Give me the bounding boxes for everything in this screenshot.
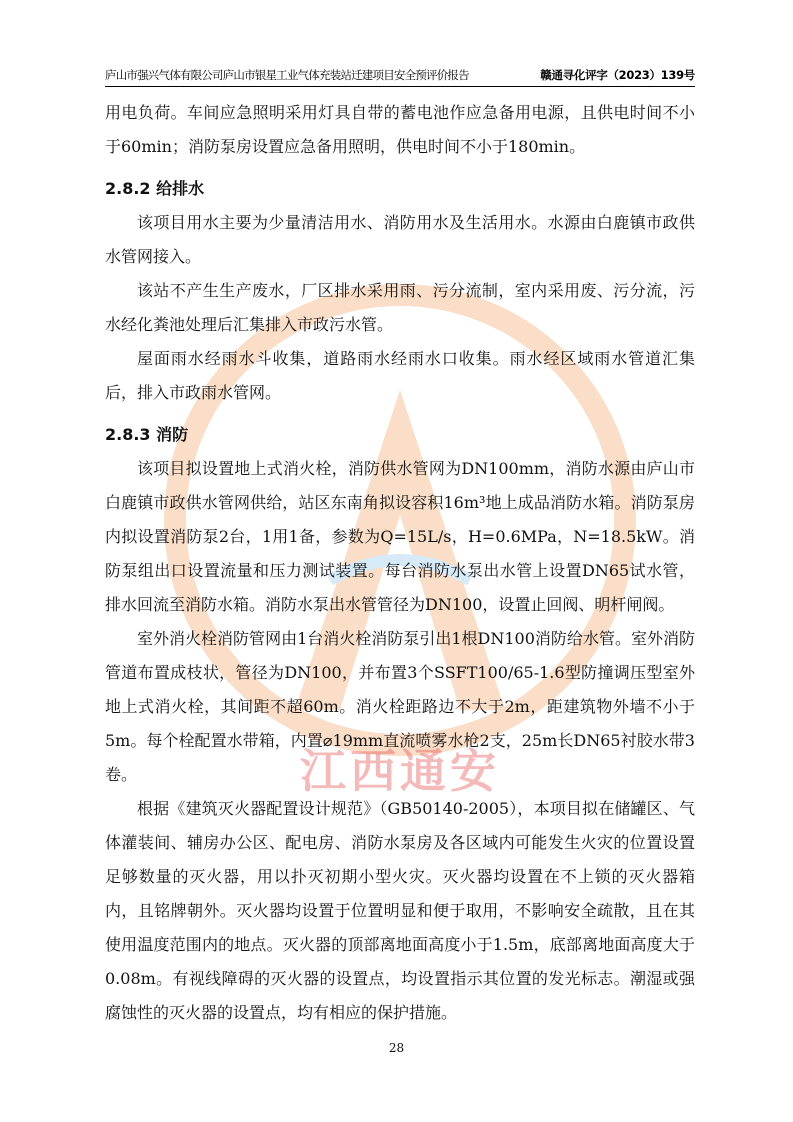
- page-header: [105, 67, 695, 87]
- paragraph-drainage: 该站不产生生产废水，厂区排水采用雨、污分流制，室内采用废、污分流，污水经化粪池处理后汇集排入市政污水管。: [105, 281, 695, 334]
- paragraph-emergency-power: 用电负荷。车间应急照明采用灯具自带的蓄电池作应急备用电源，且供电时间不小于60min；消防泵房设置应急备用照明，供电时间不小于180min。: [105, 103, 695, 156]
- page-number: 28: [388, 1041, 405, 1055]
- paragraph-fire-hydrant-system: 该项目拟设置地上式消火栓，消防供水管网为DN100mm，消防水源由庐山市白鹿镇市政供水管网供给，站区东南角拟设容积16m³地上成品消防水箱。消防泵房内拟设置消防泵2台，1用1备，参数为Q=15L/s，H=0.6MPa，N=18.5kW。消防泵组出口设置流量和压力测试装置。每台消防水泵出水管上设置DN65试水管，排水回流至消防水箱。消防水泵出水管管径为DN100，设置止回阀、明杆闸阀。: [105, 459, 695, 614]
- section-heading-fire-protection: 2.8.3 消防: [105, 425, 189, 444]
- header-report-title: 庐山市强兴气体有限公司庐山市银星工业气体充装站迁建项目安全预评价报告: [105, 68, 469, 82]
- paragraph-fire-extinguishers: 根据《建筑灭火器配置设计规范》（GB50140-2005），本项目拟在储罐区、气体灌装间、辅房办公区、配电房、消防水泵房及各区域内可能发生火灾的位置设置足够数量的灭火器，用以扑灭初期小型火灾。灭火器均设置在不上锁的灭火器箱内，且铭牌朝外。灭火器均设置于位置明显和便于取用，不影响安全疏散，且在其使用温度范围内的地点。灭火器的顶部离地面高度小于1.5m，底部离地面高度大于0.08m。有视线障碍的灭火器的设置点，均设置指示其位置的发光标志。潮湿或强腐蚀性的灭火器的设置点，均有相应的保护措施。: [105, 799, 695, 1022]
- section-heading-water-supply: 2.8.2 给排水: [105, 179, 205, 198]
- paragraph-water-source: 该项目用水主要为少量清洁用水、消防用水及生活用水。水源由白鹿镇市政供水管网接入。: [105, 213, 695, 266]
- header-document-number: 赣通寻化评字（2023）139号: [540, 68, 695, 82]
- paragraph-outdoor-hydrants: 室外消火栓消防管网由1台消火栓消防泵引出1根DN100消防给水管。室外消防管道布置成枝状，管径为DN100，并布置3个SSFT100/65-1.6型防撞调压型室外地上式消火栓，其间距不超60m。消火栓距路边不大于2m，距建筑物外墙不小于5m。每个栓配置水带箱，内置⌀19mm直流喷雾水枪2支，25m长DN65衬胶水带3卷。: [105, 629, 695, 784]
- paragraph-rainwater: 屋面雨水经雨水斗收集，道路雨水经雨水口收集。雨水经区域雨水管道汇集后，排入市政雨水管网。: [105, 349, 695, 402]
- page-body: [105, 96, 695, 1030]
- watermark-text: 江西通安: [300, 744, 500, 798]
